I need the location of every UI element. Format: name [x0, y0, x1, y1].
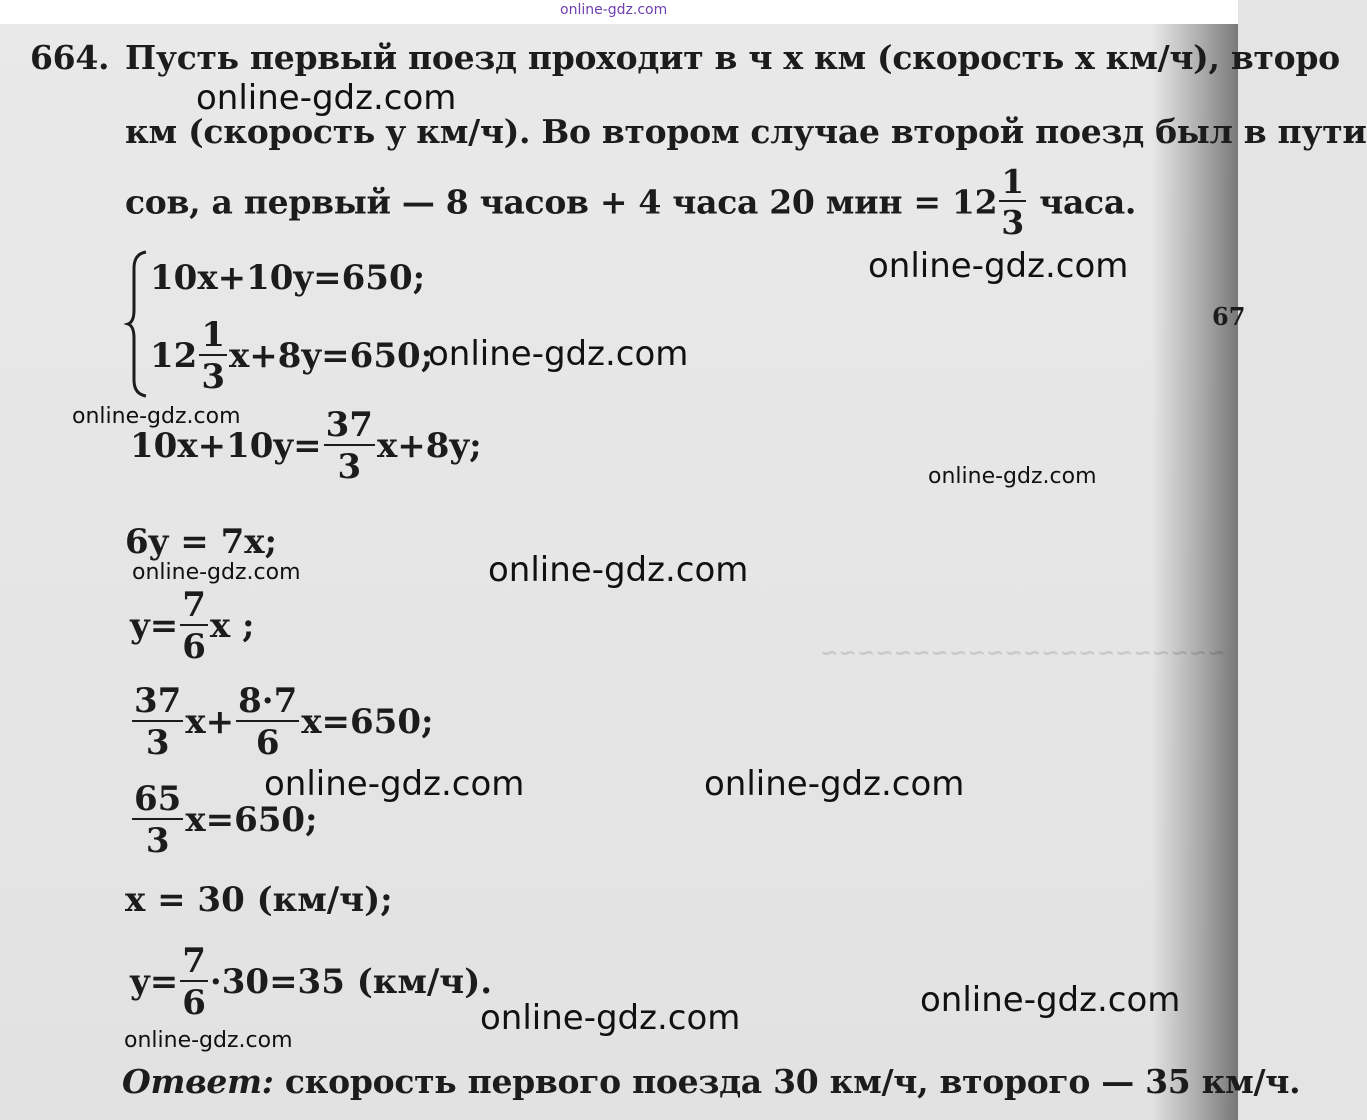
eq-step-7 [130, 941, 493, 1023]
watermark-top: online-gdz.com [560, 2, 668, 18]
fraction-2 [236, 681, 299, 763]
numerator: 8·7 [238, 681, 298, 721]
numerator: 7 [182, 941, 206, 981]
eq-step-3 [130, 585, 255, 667]
answer-line [122, 1062, 1300, 1101]
system-eq-2 [150, 315, 434, 397]
watermark: online-gdz.com [920, 980, 1181, 1020]
lhs: y= [130, 606, 179, 646]
numerator: 1 [201, 315, 225, 355]
numerator: 7 [182, 585, 206, 625]
rhs: x=650; [301, 702, 434, 742]
denominator: 3 [145, 821, 170, 861]
answer-label: Ответ: [122, 1062, 274, 1101]
denominator: 6 [255, 723, 280, 763]
numerator: 1 [1001, 162, 1024, 201]
fraction-1 [132, 681, 183, 763]
rhs: x ; [209, 606, 255, 646]
edge-page-number: 67 [1212, 302, 1246, 331]
watermark: online-gdz.com [868, 246, 1129, 286]
text-line-3-b: часа. [1039, 182, 1137, 222]
watermark: online-gdz.com [704, 764, 965, 804]
fraction [324, 405, 375, 487]
watermark: online-gdz.com [72, 404, 241, 429]
denominator: 3 [201, 357, 225, 397]
fraction [180, 585, 208, 667]
fraction [199, 315, 227, 397]
rhs: ·30=35 (км/ч). [209, 962, 493, 1002]
lhs: 10x+10y= [130, 426, 322, 466]
watermark: online-gdz.com [928, 464, 1097, 489]
denominator: 6 [182, 627, 206, 667]
rest: x+8y=650; [229, 336, 434, 376]
answer-text: скорость первого поезда 30 км/ч, второго — 35 км/ч. [284, 1062, 1301, 1101]
numerator: 65 [134, 779, 182, 819]
watermark: online-gdz.com [132, 560, 301, 585]
watermark: online-gdz.com [264, 764, 525, 804]
eq-step-6: x = 30 (км/ч); [125, 880, 393, 920]
fraction [180, 941, 208, 1023]
fraction [132, 779, 183, 861]
fraction [999, 162, 1026, 242]
denominator: 3 [1001, 203, 1024, 242]
watermark: online-gdz.com [480, 998, 741, 1038]
numerator: 37 [325, 405, 373, 445]
bleed-through: ~~~~~~~~~~~~~~~~~~~~~~ [820, 640, 1226, 666]
watermark: online-gdz.com [196, 78, 457, 118]
denominator: 3 [145, 723, 170, 763]
eq-step-4 [130, 681, 434, 763]
text-line-2: км (скорость y км/ч). Во втором случае второй поезд был в пути [125, 112, 1367, 151]
numerator: 37 [134, 681, 182, 721]
watermark: online-gdz.com [124, 1028, 293, 1053]
system-brace [126, 250, 150, 398]
text-line-3 [125, 162, 1137, 242]
rhs: x=650; [185, 800, 318, 840]
watermark: online-gdz.com [488, 550, 749, 590]
rhs: x+8y; [376, 426, 482, 466]
watermark: online-gdz.com [428, 334, 689, 374]
eq-step-2: 6y = 7x; [125, 522, 278, 562]
denominator: 3 [337, 447, 362, 487]
middle: x+ [185, 702, 235, 742]
whole-part: 12 [150, 336, 198, 376]
problem-number: 664. [30, 38, 110, 77]
denominator: 6 [182, 983, 206, 1023]
lhs: y= [130, 962, 179, 1002]
text-line-1: Пусть первый поезд проходит в ч x км (скорость x км/ч), второ [125, 38, 1340, 77]
text-line-3-a: сов, а первый — 8 часов + 4 часа 20 мин = 12 [125, 182, 998, 222]
system-eq-1: 10x+10y=650; [150, 258, 426, 298]
